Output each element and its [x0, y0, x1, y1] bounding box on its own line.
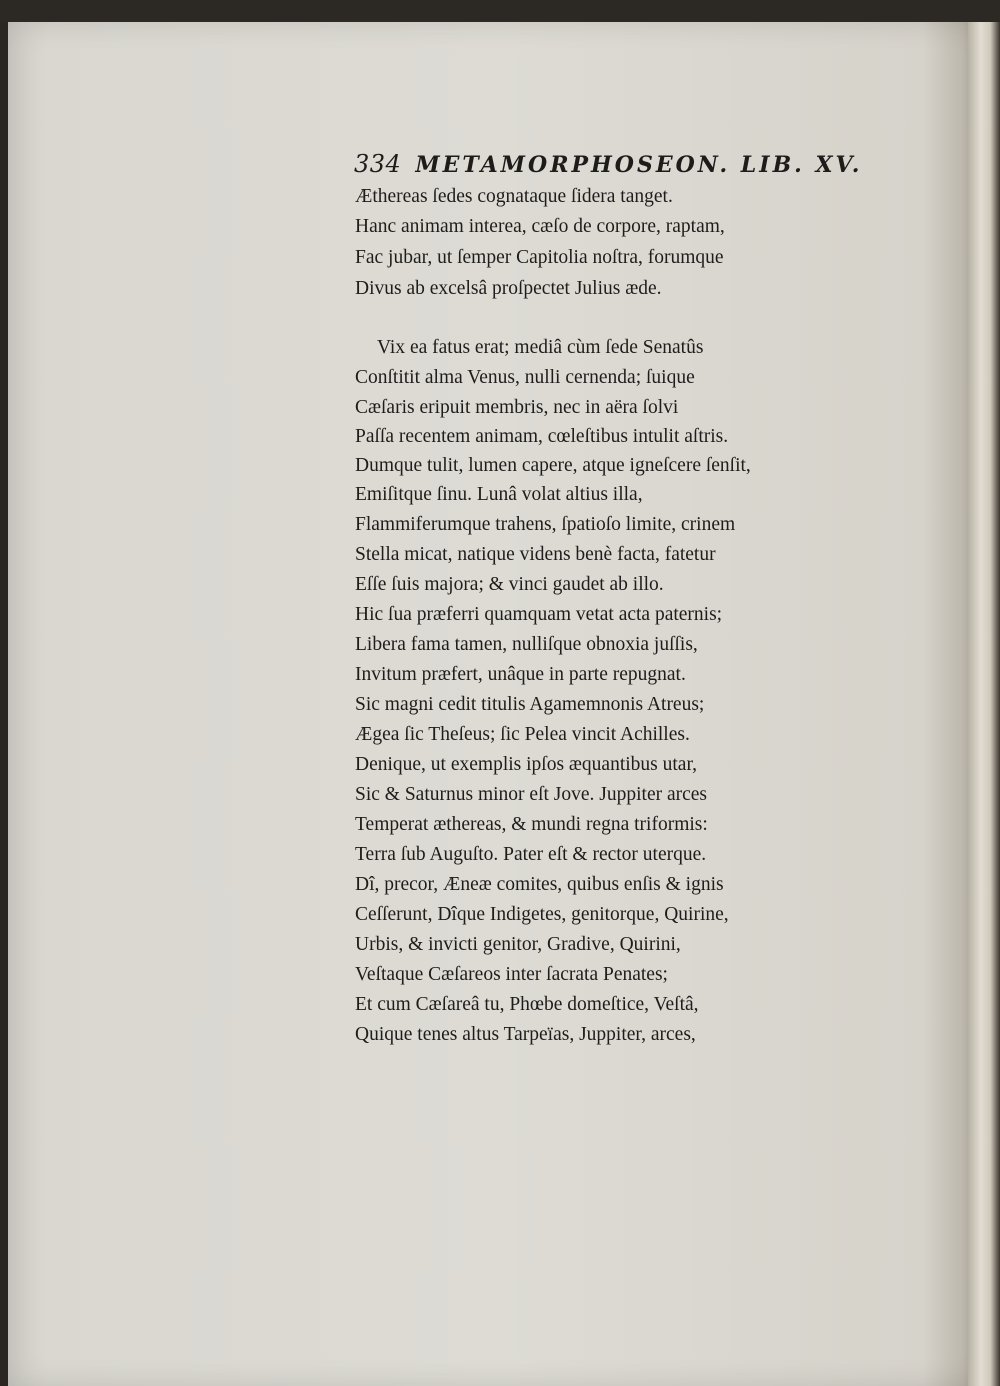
- scan-top-edge: [0, 0, 1000, 22]
- page-header: [354, 150, 862, 178]
- verse-line: Flammiferumque trahens, ſpatioſo limite, crinem: [355, 514, 736, 535]
- verse-line: Ceſſerunt, Dîque Indigetes, genitorque, Quirine,: [355, 904, 729, 925]
- verse-line: Veſtaque Cæſareos inter ſacrata Penates;: [355, 964, 668, 985]
- verse-line: Dî, precor, Æneæ comites, quibus enſis & ignis: [355, 874, 724, 895]
- verse-line: Paſſa recentem animam, cœleſtibus intulit aſtris.: [355, 426, 729, 447]
- verse-line: Ægea ſic Theſeus; ſic Pelea vincit Achilles.: [355, 724, 690, 745]
- verse-line: Fac jubar, ut ſemper Capitolia noſtra, forumque: [355, 247, 724, 268]
- running-title: METAMORPHOSEON. LIB. XV.: [415, 152, 863, 178]
- verse-line: Stella micat, natique videns benè facta, fatetur: [355, 544, 716, 565]
- verse-line: Dumque tulit, lumen capere, atque igneſcere ſenſit,: [355, 455, 751, 476]
- verse-line: Eſſe ſuis majora; & vinci gaudet ab illo.: [355, 574, 664, 595]
- verse-line: Sic magni cedit titulis Agamemnonis Atreus;: [355, 694, 705, 715]
- verse-line: Hanc animam interea, cæſo de corpore, raptam,: [355, 216, 725, 237]
- verse-line: Denique, ut exemplis ipſos æquantibus utar,: [355, 754, 698, 775]
- verse-line: Emiſitque ſinu. Lunâ volat altius illa,: [355, 484, 643, 505]
- page-fold-right: [968, 22, 1000, 1386]
- verse-line: Et cum Cæſareâ tu, Phœbe domeſtice, Veſtâ,: [355, 994, 699, 1015]
- page-number: 334: [354, 150, 402, 178]
- verse-line: Vix ea fatus erat; mediâ cùm ſede Senatûs: [377, 337, 704, 358]
- verse-line: Terra ſub Auguſto. Pater eſt & rector uterque.: [355, 844, 707, 865]
- verse-line: Æthereas ſedes cognataque ſidera tanget.: [355, 186, 673, 207]
- verse-line: Hic ſua præferri quamquam vetat acta paternis;: [355, 604, 723, 625]
- verse-line: Divus ab excelsâ proſpectet Julius æde.: [355, 278, 662, 299]
- verse-line: Invitum præfert, unâque in parte repugnat.: [355, 664, 686, 685]
- verse-line: Conſtitit alma Venus, nulli cernenda; ſuique: [355, 367, 695, 388]
- verse-line: Sic & Saturnus minor eſt Jove. Juppiter arces: [355, 784, 708, 805]
- verse-line: Quique tenes altus Tarpeïas, Juppiter, arces,: [355, 1024, 696, 1045]
- verse-line: Cæſaris eripuit membris, nec in aëra ſolvi: [355, 397, 679, 418]
- verse-line: Urbis, & invicti genitor, Gradive, Quirini,: [355, 934, 681, 955]
- verse-line: Temperat æthereas, & mundi regna triformis:: [355, 814, 708, 835]
- verse-line: Libera fama tamen, nulliſque obnoxia juſſis,: [355, 634, 698, 655]
